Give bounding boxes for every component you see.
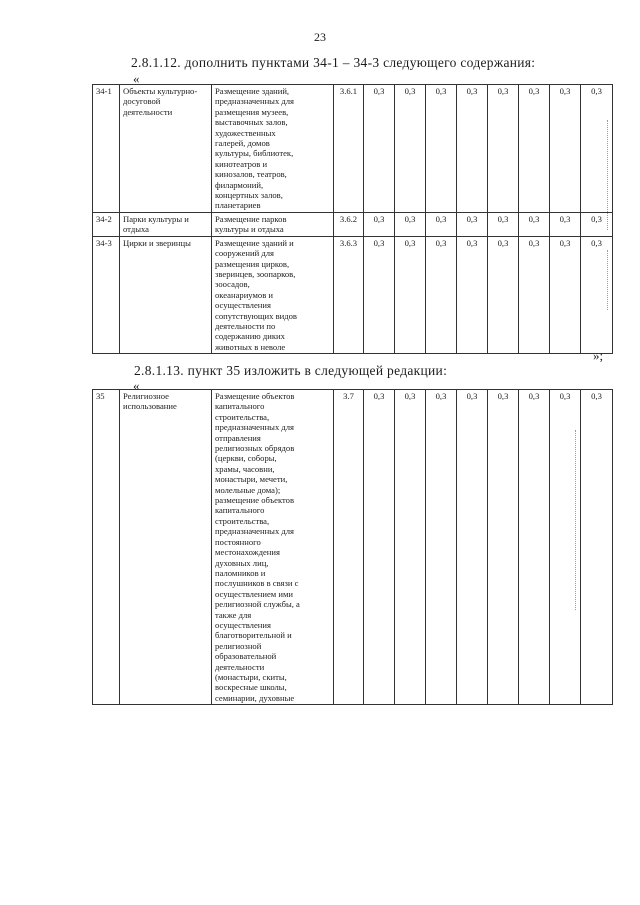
value-cell: 0,3 bbox=[395, 85, 426, 213]
value-cell: 0,3 bbox=[581, 85, 613, 213]
scan-artifact-line bbox=[575, 430, 576, 610]
scan-artifact-line bbox=[607, 250, 608, 310]
value-cell: 0,3 bbox=[550, 236, 581, 353]
table-row bbox=[93, 212, 613, 236]
value-cell: 0,3 bbox=[426, 212, 457, 236]
use-description: Размещение объектов капитального строительства, предназначенных для отправления религиозных обрядов (церкви, соборы, храмы, часовни, монастыри, мечети, молельные дома); размещение объектов капитального строительства, предназначенных для постоянного местонахождения духовных лиц, паломников и послушников в связи с осуществлением ими религиозной службы, а также для осуществления благотворительной и религиозной образовательной деятельности (монастыри, скиты, воскресные школы, семинарии, духовные bbox=[212, 390, 334, 705]
use-description: Размещение зданий и сооружений для размещения цирков, зверинцев, зоопарков, зоосадов, океанариумов и осуществления сопутствующих видов деятельности по содержанию диких животных в неволе bbox=[212, 236, 334, 353]
value-cell: 0,3 bbox=[426, 390, 457, 705]
value-cell: 0,3 bbox=[395, 212, 426, 236]
value-cell: 0,3 bbox=[395, 390, 426, 705]
section-heading-2-8-1-13: 2.8.1.13. пункт 35 изложить в следующей редакции: bbox=[134, 363, 448, 378]
value-cell: 0,3 bbox=[488, 212, 519, 236]
row-number: 34-2 bbox=[93, 212, 120, 236]
value-cell: 0,3 bbox=[550, 212, 581, 236]
row-number: 34-3 bbox=[93, 236, 120, 353]
value-cell: 0,3 bbox=[581, 236, 613, 353]
value-cell: 0,3 bbox=[364, 85, 395, 213]
value-cell: 0,3 bbox=[457, 212, 488, 236]
value-cell: 0,3 bbox=[519, 212, 550, 236]
use-description: Размещение парков культуры и отдыха bbox=[212, 212, 334, 236]
value-cell: 0,3 bbox=[488, 85, 519, 213]
value-cell: 0,3 bbox=[364, 236, 395, 353]
value-cell: 0,3 bbox=[426, 236, 457, 353]
row-number: 34-1 bbox=[93, 85, 120, 213]
value-cell: 0,3 bbox=[364, 390, 395, 705]
use-type-name: Религиозное использование bbox=[120, 390, 212, 705]
use-code: 3.6.1 bbox=[334, 85, 364, 213]
value-cell: 0,3 bbox=[581, 212, 613, 236]
value-cell: 0,3 bbox=[519, 390, 550, 705]
use-type-name: Парки культуры и отдыха bbox=[120, 212, 212, 236]
land-use-table-34 bbox=[92, 84, 613, 354]
row-number: 35 bbox=[93, 390, 120, 705]
value-cell: 0,3 bbox=[550, 390, 581, 705]
use-description: Размещение зданий, предназначенных для размещения музеев, выставочных залов, художественных галерей, домов культуры, библиотек, кинотеатров и кинозалов, театров, филармоний, концертных залов, планетариев bbox=[212, 85, 334, 213]
value-cell: 0,3 bbox=[519, 236, 550, 353]
value-cell: 0,3 bbox=[426, 85, 457, 213]
value-cell: 0,3 bbox=[364, 212, 395, 236]
value-cell: 0,3 bbox=[488, 390, 519, 705]
table-row bbox=[93, 236, 613, 353]
value-cell: 0,3 bbox=[519, 85, 550, 213]
value-cell: 0,3 bbox=[457, 390, 488, 705]
use-code: 3.6.2 bbox=[334, 212, 364, 236]
open-quote-mark: « bbox=[133, 378, 140, 393]
use-type-name: Цирки и зверинцы bbox=[120, 236, 212, 353]
value-cell: 0,3 bbox=[457, 85, 488, 213]
page-number: 23 bbox=[314, 30, 326, 44]
scan-artifact-line bbox=[607, 120, 608, 230]
close-quote-mark: »; bbox=[593, 348, 604, 363]
table-row bbox=[93, 390, 613, 705]
use-code: 3.7 bbox=[334, 390, 364, 705]
value-cell: 0,3 bbox=[550, 85, 581, 213]
value-cell: 0,3 bbox=[488, 236, 519, 353]
section-heading-2-8-1-12: 2.8.1.12. дополнить пунктами 34-1 – 34-3 следующего содержания: bbox=[131, 55, 536, 70]
land-use-table-35 bbox=[92, 389, 613, 705]
value-cell: 0,3 bbox=[395, 236, 426, 353]
use-type-name: Объекты культурно-досуговой деятельности bbox=[120, 85, 212, 213]
use-code: 3.6.3 bbox=[334, 236, 364, 353]
value-cell: 0,3 bbox=[457, 236, 488, 353]
value-cell: 0,3 bbox=[581, 390, 613, 705]
table-row bbox=[93, 85, 613, 213]
open-quote-mark: « bbox=[133, 71, 140, 86]
